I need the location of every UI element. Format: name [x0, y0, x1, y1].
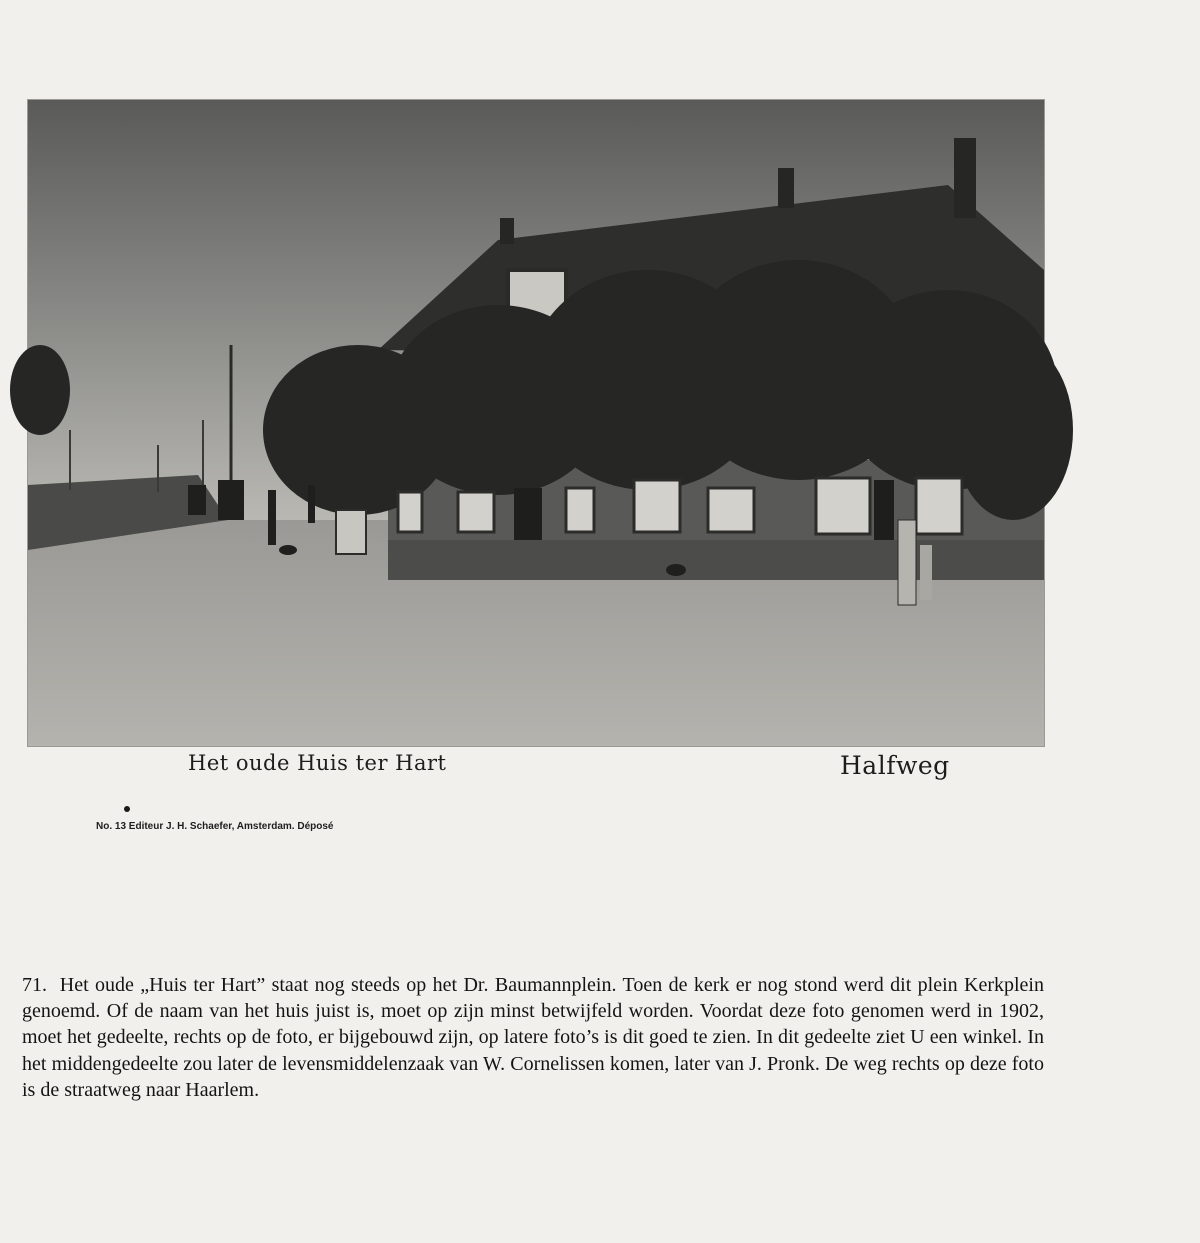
- postcard-title: Het oude Huis ter Hart: [188, 751, 447, 775]
- house-photo-illustration: [28, 100, 1044, 746]
- postcard-place-name: Halfweg: [840, 751, 950, 780]
- postcard-photo: [28, 100, 1044, 832]
- caption-number: 71.: [22, 974, 47, 996]
- photo-caption: [22, 972, 1044, 1103]
- bullet-dot: [124, 806, 130, 812]
- caption-text: Het oude „Huis ter Hart” staat nog steeds op het Dr. Baumannplein. Toen de kerk er nog stond werd dit plein Kerkplein genoemd. Of de naam van het huis juist is, moet op zijn minst betwijfeld worden. Voordat deze foto genomen werd in 1902, moet het gedeelte, rechts op de foto, er bijgebouwd zijn, op latere foto’s is dit goed te zien. In dit gedeelte ziet U een winkel. In het middengedeelte zou later de levensmiddelenzaak van W. Cornelissen komen, later van J. Pronk. De weg rechts op deze foto is de straatweg naar Haarlem.: [22, 974, 1044, 1101]
- postcard-publisher-line: No. 13 Editeur J. H. Schaefer, Amsterdam. Déposé: [96, 821, 334, 832]
